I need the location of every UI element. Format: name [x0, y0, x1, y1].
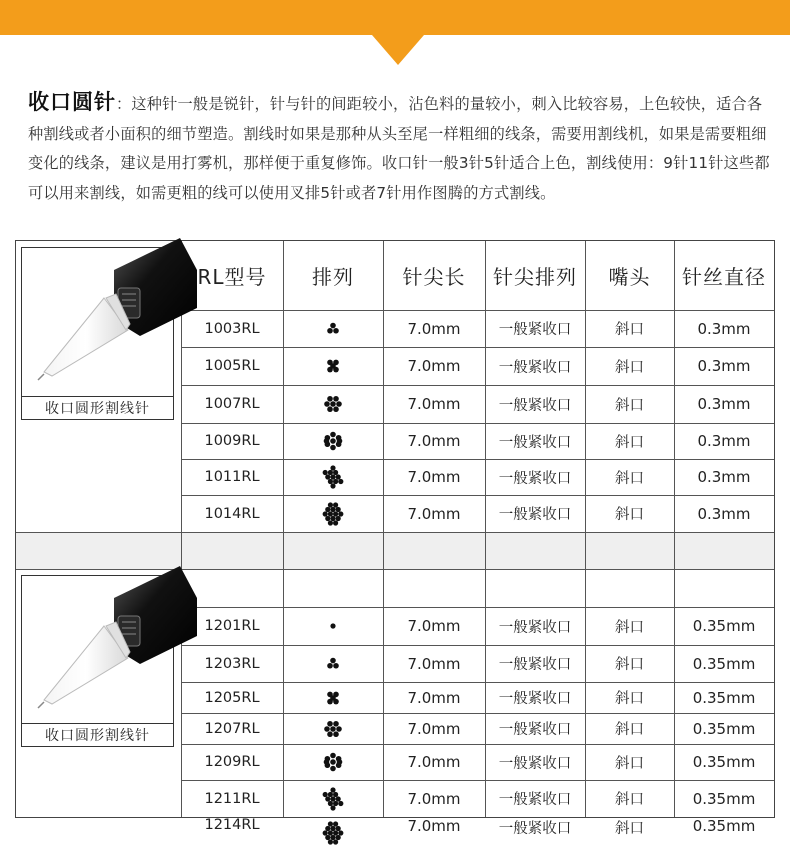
tip-type: 斜口 — [615, 722, 644, 738]
wire-diameter: 0.3mm — [697, 468, 751, 486]
needle-arrangement — [283, 310, 383, 347]
header-0: RL型号 — [197, 265, 267, 289]
needle-dot — [336, 796, 341, 801]
needle-dot — [330, 826, 335, 831]
needle-arrangement-icon — [315, 388, 351, 420]
needle-dot — [336, 826, 341, 831]
tip-length: 7.0mm — [407, 468, 461, 486]
needle-dot — [324, 759, 330, 765]
needle-arrangement-icon — [315, 648, 351, 680]
needle-dot — [328, 479, 333, 484]
needle-dot — [324, 726, 330, 732]
wire-diameter: 0.35mm — [692, 817, 756, 835]
tip-arrangement: 一般紧收口 — [498, 657, 572, 673]
tip-type: 斜口 — [615, 434, 644, 451]
header-5: 针丝直径 — [682, 265, 766, 289]
needle-dot — [328, 839, 333, 844]
needle-dot — [333, 367, 339, 373]
needle-dot — [338, 479, 343, 484]
needle-dot — [330, 515, 335, 520]
product-image-0 — [21, 247, 174, 420]
tip-length: 7.0mm — [407, 817, 461, 835]
needle-dot — [330, 465, 335, 470]
needle-dot — [325, 515, 330, 520]
needle-dot — [338, 830, 343, 835]
product-spec-table — [15, 240, 775, 837]
header-2: 针尖长 — [402, 265, 466, 289]
needle-dot — [330, 483, 335, 488]
needle-dot — [333, 830, 338, 835]
intro-term: 收口圆针 — [28, 90, 116, 114]
needle-dot — [336, 506, 341, 511]
needle-arrangement — [283, 385, 383, 423]
needle-dot — [324, 401, 330, 407]
tip-length: 7.0mm — [407, 395, 461, 413]
needle-dot — [327, 406, 333, 412]
needle-arrangement — [283, 645, 383, 682]
needle-dot — [338, 800, 343, 805]
needle-dot — [328, 520, 333, 525]
tip-length: 7.0mm — [407, 432, 461, 450]
needle-dot — [323, 791, 328, 796]
model-code: 1207RL — [204, 720, 260, 737]
needle-dot — [333, 821, 338, 826]
tip-length: 7.0mm — [407, 753, 461, 771]
needle-arrangement-icon — [315, 783, 351, 815]
needle-dot — [323, 830, 328, 835]
product-image-1 — [21, 575, 174, 747]
needle-dot — [336, 726, 342, 732]
needle-dot — [336, 474, 341, 479]
needle-dot — [330, 835, 335, 840]
needle-arrangement-icon — [315, 817, 351, 849]
wire-diameter: 0.3mm — [697, 395, 751, 413]
tip-type: 斜口 — [615, 792, 644, 808]
needle-arrangement-icon — [315, 313, 351, 345]
needle-dot — [325, 826, 330, 831]
intro-text: ：这种针一般是锐针，针与针的间距较小，沾色料的量较小，刺入比较容易，上色较快，适合各种割线或者小面积的细节塑造。割线时如果是那种从头至尾一样粗细的线条，需要用割线机，如果是需要粗细变化的线条，建议是用打雾机，那样便于重复修饰。收口针一般3针5针适合上色，割线使用：9针11针这些都可以用来割线，如需更粗的线可以使用叉排5针或者7针用作图腾的方式割线。 — [28, 95, 770, 202]
model-code: 1209RL — [204, 754, 260, 770]
model-code: 1201RL — [204, 618, 260, 634]
wire-diameter: 0.35mm — [692, 753, 756, 771]
header-4: 嘴头 — [608, 265, 651, 289]
model-code: 1203RL — [204, 655, 260, 672]
needle-dot — [333, 327, 339, 333]
separator-row — [16, 532, 774, 569]
needle-dot — [324, 438, 330, 444]
tip-type: 斜口 — [615, 657, 644, 673]
needle-dot — [333, 520, 338, 525]
needle-dot — [333, 511, 338, 516]
needle-dot — [328, 830, 333, 835]
needle-dot — [333, 720, 339, 726]
needle-dot — [328, 502, 333, 507]
tip-arrangement: 一般紧收口 — [498, 792, 572, 808]
row-divider — [16, 569, 774, 570]
needle-arrangement-icon — [315, 461, 351, 493]
needle-dot — [338, 511, 343, 516]
tip-length: 7.0mm — [407, 504, 461, 523]
needle-dot — [330, 796, 335, 801]
tip-type: 斜口 — [615, 397, 644, 414]
tip-arrangement: 一般紧收口 — [498, 507, 572, 523]
tip-length: 7.0mm — [407, 319, 461, 338]
needle-arrangement — [283, 682, 383, 713]
needle-arrangement-icon — [315, 350, 351, 382]
needle-arrangement-icon — [315, 746, 351, 778]
tip-length: 7.0mm — [407, 719, 461, 738]
tip-length: 7.0mm — [407, 617, 461, 635]
needle-dot — [325, 506, 330, 511]
tip-type: 斜口 — [615, 619, 644, 636]
model-code: 1211RL — [204, 790, 260, 807]
needle-dot — [327, 367, 333, 373]
tip-type: 斜口 — [615, 507, 644, 523]
needle-dot — [333, 791, 338, 796]
needle-dot — [327, 731, 333, 737]
needle-arrangement — [283, 459, 383, 495]
header-3: 针尖排列 — [493, 265, 577, 289]
needle-arrangement — [283, 607, 383, 645]
needle-dot — [330, 506, 335, 511]
needle-dot — [333, 731, 339, 737]
needle-dot — [330, 322, 336, 328]
needle-dot — [330, 445, 336, 451]
needle-dot — [330, 432, 336, 438]
needle-dot — [336, 835, 341, 840]
needle-dot — [330, 657, 336, 663]
needle-dot — [330, 623, 335, 628]
wire-diameter: 0.35mm — [692, 719, 756, 738]
needle-dot — [330, 805, 335, 810]
needle-dot — [323, 511, 328, 516]
tip-length: 7.0mm — [407, 357, 461, 375]
needle-dot — [328, 800, 333, 805]
banner-arrow — [372, 35, 424, 65]
row-divider — [16, 532, 774, 533]
tip-arrangement: 一般紧收口 — [498, 619, 572, 636]
needle-arrangement — [283, 347, 383, 385]
intro-paragraph — [28, 88, 773, 208]
tip-arrangement: 一般紧收口 — [498, 722, 572, 738]
model-code: 1009RL — [204, 433, 260, 449]
needle-dot — [333, 839, 338, 844]
needle-cartridge-icon — [22, 248, 175, 398]
needle-arrangement-icon — [315, 682, 351, 714]
needle-arrangement — [283, 744, 383, 780]
needle-arrangement — [283, 817, 383, 849]
wire-diameter: 0.3mm — [697, 319, 751, 338]
tip-arrangement: 一般紧收口 — [498, 470, 572, 487]
tip-arrangement: 一般紧收口 — [498, 359, 572, 376]
needle-arrangement — [283, 780, 383, 817]
product-caption: 收口圆形割线针 — [21, 396, 174, 420]
needle-dot — [330, 726, 336, 732]
needle-dot — [325, 796, 330, 801]
needle-dot — [327, 698, 333, 704]
needle-dot — [323, 470, 328, 475]
tip-type: 斜口 — [615, 755, 644, 772]
needle-dot — [328, 791, 333, 796]
model-code: 1214RL — [204, 817, 260, 833]
tip-type: 斜口 — [615, 691, 644, 707]
model-code: 1205RL — [204, 689, 260, 706]
tip-type: 斜口 — [615, 470, 644, 487]
needle-arrangement — [283, 423, 383, 459]
needle-dot — [330, 474, 335, 479]
needle-dot — [333, 698, 339, 704]
model-code: 1011RL — [204, 469, 260, 485]
wire-diameter: 0.35mm — [692, 789, 756, 808]
needle-dot — [336, 515, 341, 520]
wire-diameter: 0.35mm — [692, 688, 756, 707]
needle-dot — [337, 438, 343, 444]
tip-arrangement: 一般紧收口 — [498, 397, 572, 414]
needle-dot — [327, 720, 333, 726]
needle-dot — [327, 396, 333, 402]
needle-dot — [330, 759, 336, 765]
tip-arrangement: 一般紧收口 — [498, 691, 572, 707]
tip-arrangement: 一般紧收口 — [498, 434, 572, 451]
tip-length: 7.0mm — [407, 688, 461, 707]
needle-dot — [327, 327, 333, 333]
wire-diameter: 0.3mm — [697, 504, 751, 523]
needle-arrangement-icon — [315, 713, 351, 745]
needle-dot — [330, 787, 335, 792]
needle-dot — [325, 474, 330, 479]
wire-diameter: 0.3mm — [697, 357, 751, 375]
model-code: 1003RL — [204, 320, 260, 337]
needle-dot — [333, 662, 339, 668]
needle-dot — [328, 821, 333, 826]
needle-dot — [327, 662, 333, 668]
needle-dot — [330, 401, 336, 407]
needle-dot — [330, 438, 336, 444]
needle-dot — [330, 753, 336, 759]
needle-dot — [333, 406, 339, 412]
model-code: 1007RL — [204, 396, 260, 412]
top-banner — [0, 0, 790, 35]
needle-dot — [333, 470, 338, 475]
needle-dot — [333, 479, 338, 484]
tip-arrangement: 一般紧收口 — [498, 322, 572, 338]
needle-dot — [333, 396, 339, 402]
needle-dot — [333, 800, 338, 805]
needle-arrangement-icon — [315, 425, 351, 457]
tip-length: 7.0mm — [407, 789, 461, 808]
model-code: 1005RL — [204, 358, 260, 374]
needle-arrangement — [283, 713, 383, 744]
product-caption: 收口圆形割线针 — [21, 723, 174, 747]
needle-arrangement-icon — [315, 498, 351, 530]
wire-diameter: 0.35mm — [692, 654, 756, 673]
tip-type: 斜口 — [615, 359, 644, 376]
needle-dot — [333, 502, 338, 507]
needle-dot — [325, 835, 330, 840]
needle-dot — [337, 759, 343, 765]
wire-diameter: 0.35mm — [692, 617, 756, 635]
needle-arrangement — [283, 495, 383, 532]
needle-dot — [328, 470, 333, 475]
wire-diameter: 0.3mm — [697, 432, 751, 450]
needle-dot — [336, 401, 342, 407]
header-1: 排列 — [312, 265, 354, 289]
needle-dot — [328, 511, 333, 516]
tip-type: 斜口 — [615, 821, 644, 837]
model-code: 1014RL — [204, 505, 260, 522]
tip-arrangement: 一般紧收口 — [498, 821, 572, 837]
needle-dot — [330, 766, 336, 772]
tip-length: 7.0mm — [407, 654, 461, 673]
tip-arrangement: 一般紧收口 — [498, 755, 572, 772]
needle-arrangement-icon — [315, 610, 351, 642]
needle-cartridge-icon — [22, 576, 175, 726]
tip-type: 斜口 — [615, 322, 644, 338]
